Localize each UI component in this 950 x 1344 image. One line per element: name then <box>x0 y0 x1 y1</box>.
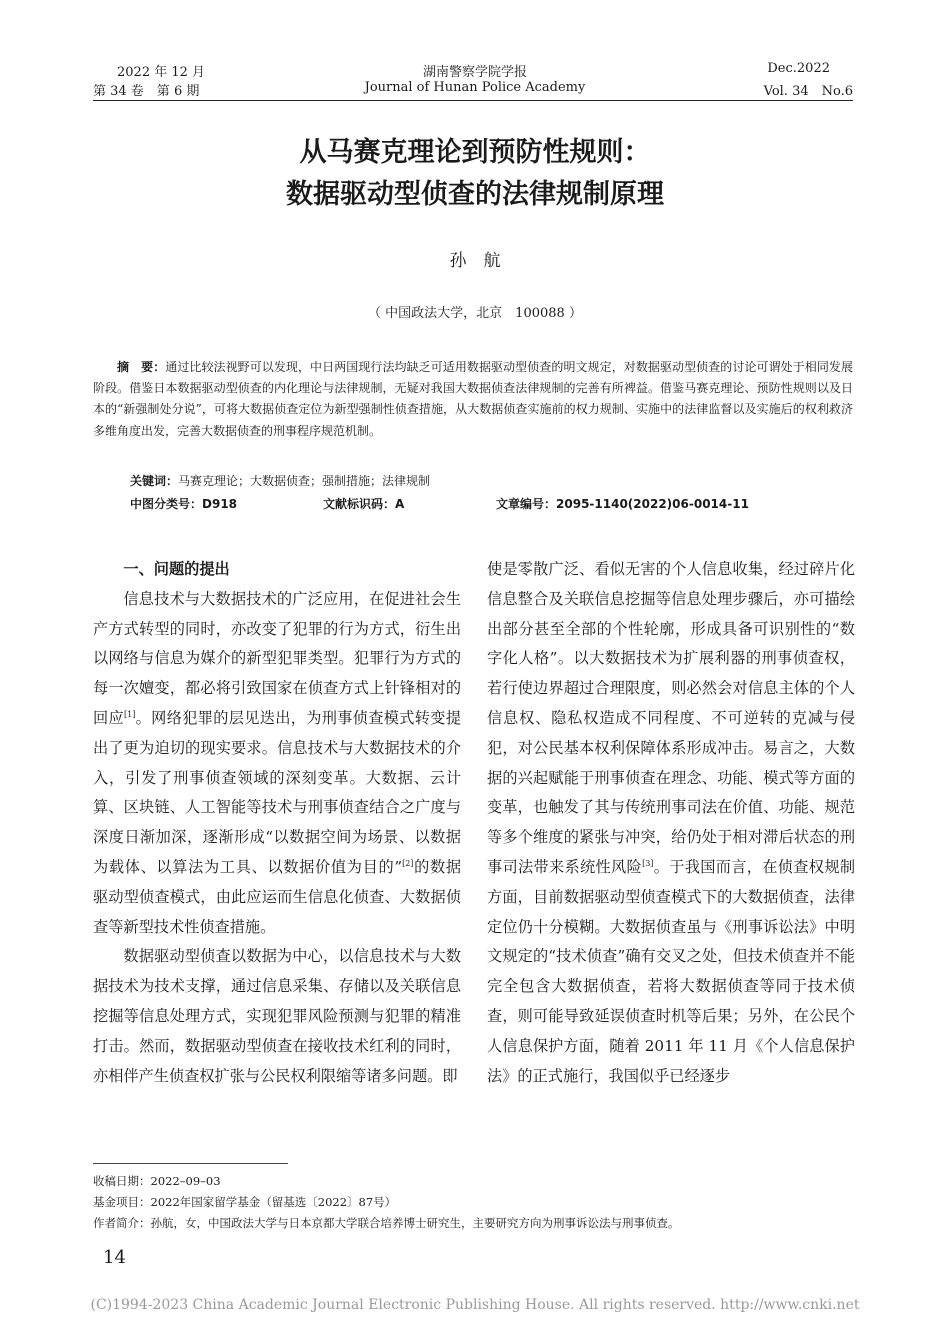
author-affiliation: （ 中国政法大学，北京 100088 ） <box>368 306 582 321</box>
copyright-notice: (C)1994-2023 China Academic Journal Electronic Publishing House. All rights reserved. http://www.cnki.net <box>90 1297 860 1313</box>
journal-title-en: Journal of Hunan Police Academy <box>364 80 586 95</box>
clc-label: 中图分类号： <box>130 497 203 511</box>
header-volume-issue: 第 34 卷 第 6 期 <box>93 84 200 99</box>
paragraph-1-part-b: 。网络犯罪的层见迭出，为刑事侦查模式转变提出了更为迫切的现实要求。信息技术与大数据技术的介入，引发了刑事侦查领域的深刻变革。大数据、云计算、区块链、人工智能等技术与刑事侦查结合之广度与深度日渐加深，逐渐形成“以数据空间为场景、以数据为载体、以算法为工具、以数据价值为目的” <box>93 708 462 876</box>
journal-title-cn: 湖南警察学院学报 <box>422 65 527 80</box>
abstract-text: 通过比较法视野可以发现，中日两国现行法均缺乏可适用数据驱动型侦查的明文规定，对数据驱动型侦查的讨论可谓处于相同发展阶段。借鉴日本数据驱动型侦查的内化理论与法律规制，无疑对我国大数据侦查法律规制的完善有所裨益。借鉴马赛克理论、预防性规则以及日本的“新强制处分说”，可将大数据侦查定位为新型强制性侦查措施，从大数据侦查实施前的权力规制、实施中的法律监督以及实施后的权利救济多维角度出发，完善大数据侦查的刑事程序规范机制。 <box>93 360 853 438</box>
paragraph-continued-part-a: 使是零散广泛、看似无害的个人信息收集，经过碎片化信息整合及关联信息挖掘等信息处理步骤后，亦可描绘出部分甚至全部的个性轮廓，形成具备可识别性的“数字化人格”。以大数据技术为扩展利器的刑事侦查权，若行使边界超过合理限度，则必然会对信息主体的个人信息权、隐私权造成不同程度、不可逆转的克减与侵犯，对公民基本权利保障体系形成冲击。易言之，大数据的兴起赋能于刑事侦查在理念、功能、模式等方面的变革，也触发了其与传统刑事司法在价值、功能、规范等多个维度的紧张与冲突，给仍处于相对滞后状态的刑事司法带来系统性风险 <box>487 560 855 876</box>
keywords-label: 关键词： <box>130 474 179 488</box>
header-date-en: Dec.2022 <box>767 61 830 76</box>
header-rule <box>93 100 853 101</box>
article-title-line1: 从马赛克理论到预防性规则： <box>299 137 651 168</box>
header-volume-issue-en: Vol. 34 No.6 <box>763 84 853 99</box>
paragraph-continued <box>487 555 855 1091</box>
paragraph-1-part-a: 信息技术与大数据技术的广泛应用，在促进社会生产方式转型的同时，亦改变了犯罪的行为方式，衍生出以网络与信息为媒介的新型犯罪类型。犯罪行为方式的每一次嬗变，都必将引致国家在侦查方式上针锋相对的回应 <box>93 589 461 727</box>
document-code-value: A <box>395 497 405 511</box>
footnote-rule <box>93 1163 288 1164</box>
article-number <box>496 495 749 512</box>
citation-ref-1[interactable]: [1] <box>124 709 136 719</box>
paragraph-1 <box>93 585 461 943</box>
citation-ref-2[interactable]: [2] <box>402 858 414 868</box>
paragraph-1-part-c: 的数据驱动型侦查模式，由此应运而生信息化侦查、大数据侦查等新型技术性侦查措施。 <box>93 857 462 936</box>
paragraph-2: 数据驱动型侦查以数据为中心，以信息技术与大数据技术为技术支撑，通过信息采集、存储以及关联信息挖掘等信息处理方式，实现犯罪风险预测与犯罪的精准打击。然而，数据驱动型侦查在接收技术红利的同时，亦相伴产生侦查权扩张与公民权利限缩等诸多问题。即 <box>93 947 461 1085</box>
right-column <box>487 555 855 1091</box>
header-date: 2022 年 12 月 <box>117 65 206 80</box>
section-heading: 一、问题的提出 <box>123 560 230 578</box>
article-title-line2: 数据驱动型侦查的法律规制原理 <box>286 179 664 210</box>
abstract-label: 摘 要： <box>117 360 166 374</box>
keywords-text: 马赛克理论；大数据侦查；强制措施；法律规制 <box>178 474 431 488</box>
clc-number <box>130 495 237 512</box>
article-number-label: 文章编号： <box>496 497 557 511</box>
abstract <box>93 357 853 442</box>
author-name: 孙 航 <box>449 251 501 271</box>
paragraph-continued-part-b: 。于我国而言，在侦查权规制方面，目前数据驱动型侦查模式下的大数据侦查，法律定位仍十分模糊。大数据侦查虽与《刑事诉讼法》中明文规定的“技术侦查”确有交叉之处，但技术侦查并不能完全包含大数据侦查，若将大数据侦查等同于技术侦查，则可能导致延误侦查时机等后果；另外，在公民个人信息保护方面，随着 2011 年 11 月《个人信息保护法》的正式施行，我国似乎已经逐步 <box>487 857 856 1085</box>
document-code-label: 文献标识码： <box>323 497 396 511</box>
received-date: 收稿日期：2022–09–03 <box>93 1174 221 1188</box>
left-column <box>93 555 461 1091</box>
author-bio: 作者简介：孙航，女，中国政法大学与日本京都大学联合培养博士研究生，主要研究方向为刑事诉讼法与刑事侦查。 <box>93 1216 680 1230</box>
fund-project: 基金项目：2022年国家留学基金（留基选〔2022〕87号） <box>93 1195 397 1209</box>
citation-ref-3[interactable]: [3] <box>642 858 654 868</box>
article-number-value: 2095-1140(2022)06-0014-11 <box>556 497 749 511</box>
page-number: 14 <box>103 1247 126 1268</box>
document-code <box>323 495 404 512</box>
clc-value: D918 <box>202 497 238 511</box>
keywords <box>130 472 430 489</box>
